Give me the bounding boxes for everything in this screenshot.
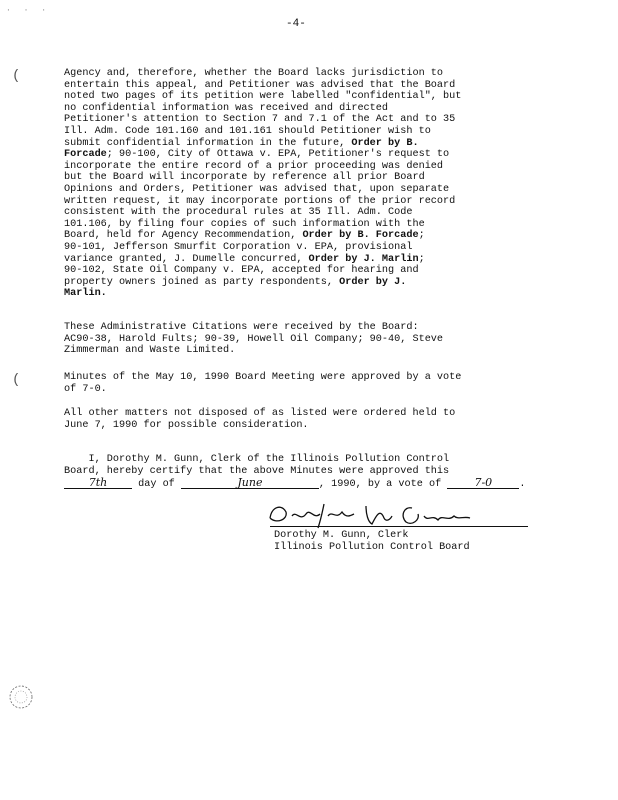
text-line bbox=[64, 161, 443, 172]
text-line bbox=[64, 277, 406, 288]
bold-order-text: Order by J. bbox=[339, 276, 407, 288]
text-segment: ; 90-100, City of Ottawa v. EPA, Petitioner's request to bbox=[106, 149, 450, 161]
text-segment: Ill. Adm. Code 101.160 and 101.161 should Petitioner wish to bbox=[64, 125, 431, 137]
text-line bbox=[64, 207, 412, 218]
text-segment: Petitioner's attention to Section 7 and 7.1 of the Act and to 35 bbox=[64, 114, 456, 126]
certification-end: . bbox=[519, 479, 526, 491]
text-segment: ; bbox=[418, 253, 425, 265]
text-segment: noted two pages of its petition were labelled "confidential", but bbox=[64, 91, 462, 103]
text-line: June 7, 1990 for possible consideration. bbox=[64, 419, 309, 431]
text-line bbox=[64, 242, 412, 253]
bold-order-text: Order by J. Marlin bbox=[308, 253, 419, 265]
paragraph-matters-held bbox=[64, 408, 564, 431]
vote-fill-in: 7-0 bbox=[447, 477, 519, 489]
text-line bbox=[64, 230, 425, 241]
paragraph-minutes-approval bbox=[64, 372, 564, 395]
text-line bbox=[64, 126, 431, 137]
signature-line bbox=[270, 526, 528, 527]
text-line bbox=[64, 91, 461, 102]
text-segment: Opinions and Orders, Petitioner was advised that, upon separate bbox=[64, 183, 450, 195]
text-line bbox=[64, 114, 455, 125]
text-segment: written request, it may incorporate portions of the prior record bbox=[64, 195, 456, 207]
certification-block bbox=[64, 454, 564, 491]
text-segment: no confidential information was received and directed bbox=[64, 102, 389, 114]
margin-bracket-mark: ( bbox=[12, 372, 21, 388]
bold-order-text: Order by B. Forcade bbox=[302, 230, 419, 242]
text-line: AC90-38, Harold Fults; 90-39, Howell Oil Company; 90-40, Steve bbox=[64, 333, 444, 345]
text-segment: Board, held for Agency Recommendation, bbox=[64, 230, 303, 242]
signature-block bbox=[274, 530, 554, 553]
bold-order-text: Order by B. bbox=[351, 137, 419, 149]
text-line bbox=[64, 103, 388, 114]
text-line: of 7-0. bbox=[64, 383, 107, 395]
signer-title: Illinois Pollution Control Board bbox=[274, 541, 470, 553]
text-line bbox=[64, 149, 449, 160]
text-segment: 90-102, State Oil Company v. EPA, accepted for hearing and bbox=[64, 265, 419, 277]
text-segment: but the Board will incorporate by reference all prior Board bbox=[64, 172, 425, 184]
text-line bbox=[64, 288, 107, 299]
text-line bbox=[64, 68, 443, 79]
text-segment: Agency and, therefore, whether the Board lacks jurisdiction to bbox=[64, 68, 444, 79]
text-segment: 90-101, Jefferson Smurfit Corporation v. EPA, provisional bbox=[64, 241, 413, 253]
text-line bbox=[64, 196, 455, 207]
text-line: Zimmerman and Waste Limited. bbox=[64, 345, 236, 357]
day-fill-in: 7th bbox=[64, 477, 132, 489]
text-line bbox=[64, 219, 425, 230]
margin-bracket-mark: ( bbox=[12, 68, 21, 84]
text-segment: 101.106, by filing four copies of such information with the bbox=[64, 218, 425, 230]
text-segment: property owners joined as party respondents, bbox=[64, 276, 340, 288]
text-segment: entertain this appeal, and Petitioner was advised that the Board bbox=[64, 79, 456, 91]
text-segment: submit confidential information in the future, bbox=[64, 137, 352, 149]
text-line bbox=[64, 254, 425, 265]
signer-name: Dorothy M. Gunn, Clerk bbox=[274, 530, 409, 541]
text-segment: ; bbox=[418, 230, 425, 242]
page-number: -4- bbox=[286, 18, 306, 30]
text-line: These Administrative Citations were received by the Board: bbox=[64, 322, 419, 333]
certification-line-2: Board, hereby certify that the above Minutes were approved this bbox=[64, 465, 450, 477]
text-line bbox=[64, 184, 449, 195]
text-line bbox=[64, 265, 419, 276]
month-fill-in: June bbox=[181, 477, 319, 489]
bold-order-text: Forcade bbox=[64, 149, 107, 161]
text-segment: incorporate the entire record of a prior proceeding was denied bbox=[64, 160, 444, 172]
text-line bbox=[64, 138, 419, 149]
text-segment: variance granted, J. Dumelle concurred, bbox=[64, 253, 309, 265]
text-line bbox=[64, 80, 455, 91]
year-vote-text: , 1990, by a vote of bbox=[318, 479, 448, 491]
text-segment: consistent with the procedural rules at 35 Ill. Adm. Code bbox=[64, 207, 413, 219]
bold-order-text: Marlin. bbox=[64, 288, 107, 300]
text-line bbox=[64, 172, 425, 183]
certification-line-1: I, Dorothy M. Gunn, Clerk of the Illinois Pollution Control bbox=[64, 454, 450, 465]
scan-artifact-dots: · · · bbox=[6, 6, 51, 15]
paragraph-orders bbox=[64, 68, 564, 300]
paragraph-administrative-citations bbox=[64, 322, 564, 357]
text-line: All other matters not disposed of as listed were ordered held to bbox=[64, 408, 456, 419]
seal-stamp-mark bbox=[6, 680, 36, 714]
text-line: Minutes of the May 10, 1990 Board Meeting were approved by a vote bbox=[64, 372, 462, 383]
day-of-text: day of bbox=[132, 479, 181, 491]
